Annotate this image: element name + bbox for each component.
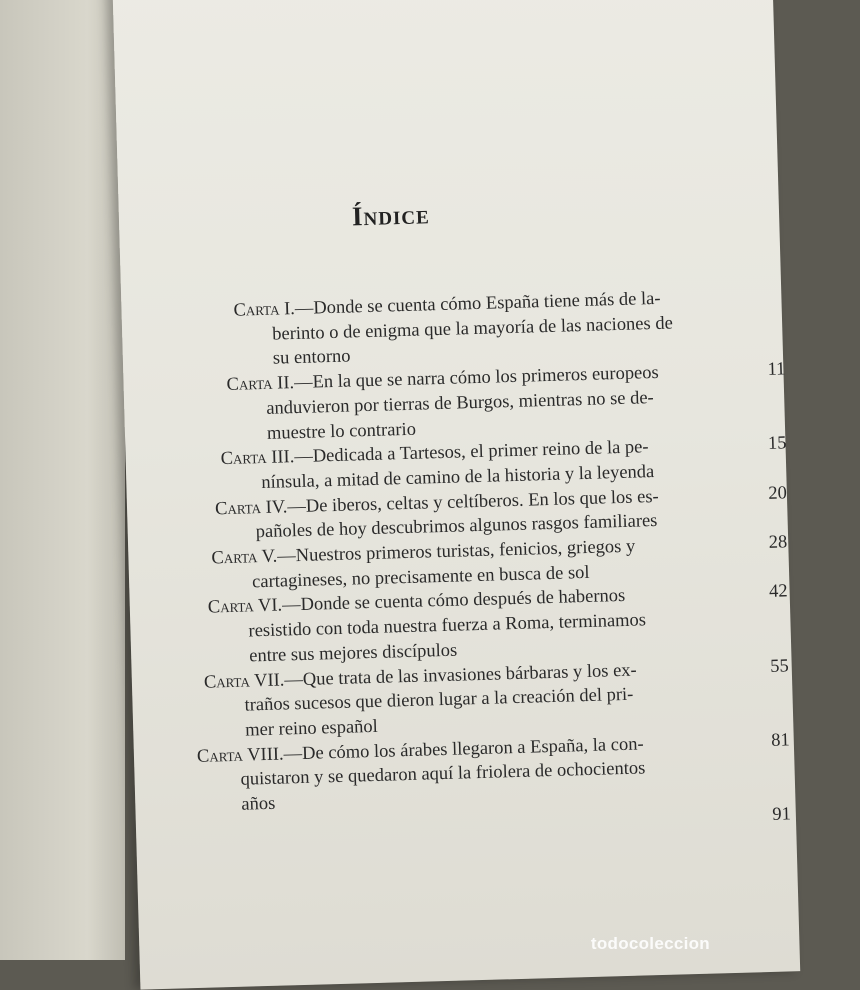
watermark-logo: todocoleccion xyxy=(590,934,710,953)
page-number: 55 xyxy=(769,655,789,677)
toc-entry-text: resistido con toda nuestra fuerza a Roma, terminamos xyxy=(248,610,647,642)
page-number: 28 xyxy=(768,532,788,553)
table-of-contents xyxy=(121,282,855,825)
carta-label: Carta V. xyxy=(211,546,278,569)
page-number: 91 xyxy=(772,804,792,825)
left-page-edge xyxy=(0,0,125,960)
toc-entry-text: —De cómo los árabes llegaron a España, la con- xyxy=(283,734,644,765)
index-heading: Índice xyxy=(351,199,431,232)
toc-entry-text: —Que trata de las invasiones bárbaras y los ex- xyxy=(284,660,637,691)
toc-entry-text: —De iberos, celtas y celtíberos. En los que los es- xyxy=(287,486,659,517)
toc-entry-text: —Nuestros primeros turistas, fenicios, griegos y xyxy=(276,536,636,567)
carta-label: Carta VIII. xyxy=(196,744,284,767)
carta-label: Carta II. xyxy=(226,373,295,396)
toc-entry-text: cartagineses, no precisamente en busca de sol xyxy=(251,562,590,593)
toc-entry-text: —En la que se narra cómo los primeros europeos xyxy=(293,363,659,394)
toc-entry-text: años xyxy=(241,793,276,815)
toc-entry-text: mer reino español xyxy=(245,716,379,741)
toc-entry-text: traños sucesos que dieron lugar a la creación del pri- xyxy=(244,684,634,716)
page-number: 11 xyxy=(767,359,786,380)
toc-entry-text: berinto o de enigma que la mayoría de las naciones de xyxy=(271,313,674,345)
toc-entry-text: —Donde se cuenta cómo después de habernos xyxy=(281,586,626,616)
toc-entry-text: nínsula, a mitad de camino de la historia y la leyenda xyxy=(261,461,655,493)
toc-entry-text: su entorno xyxy=(272,346,351,370)
toc-entry-text: —Dedicada a Tartesos, el primer reino de la pe- xyxy=(294,437,649,468)
page-number: 15 xyxy=(767,433,787,455)
toc-entry-text: entre sus mejores discípulos xyxy=(248,640,458,667)
page-number: 81 xyxy=(770,730,791,751)
carta-label: Carta III. xyxy=(220,447,295,470)
page-number: 20 xyxy=(768,482,788,504)
toc-entry-text: pañoles de hoy descubrimos algunos rasgos familiares xyxy=(255,511,658,543)
carta-label: Carta VII. xyxy=(203,670,285,693)
book-page xyxy=(112,0,800,990)
toc-entry-text: —Donde se cuenta cómo España tiene más de la- xyxy=(294,288,661,320)
carta-label: Carta I. xyxy=(233,299,296,321)
toc-entry-text: anduvieron por tierras de Burgos, mientras no se de- xyxy=(266,387,654,419)
page-number: 42 xyxy=(768,581,788,603)
toc-entry-text: quistaron y se quedaron aquí la friolera de ochocientos xyxy=(240,758,646,791)
carta-label: Carta IV. xyxy=(214,496,288,519)
carta-label: Carta VI. xyxy=(207,595,283,619)
toc-entry-text: muestre lo contrario xyxy=(266,419,417,444)
